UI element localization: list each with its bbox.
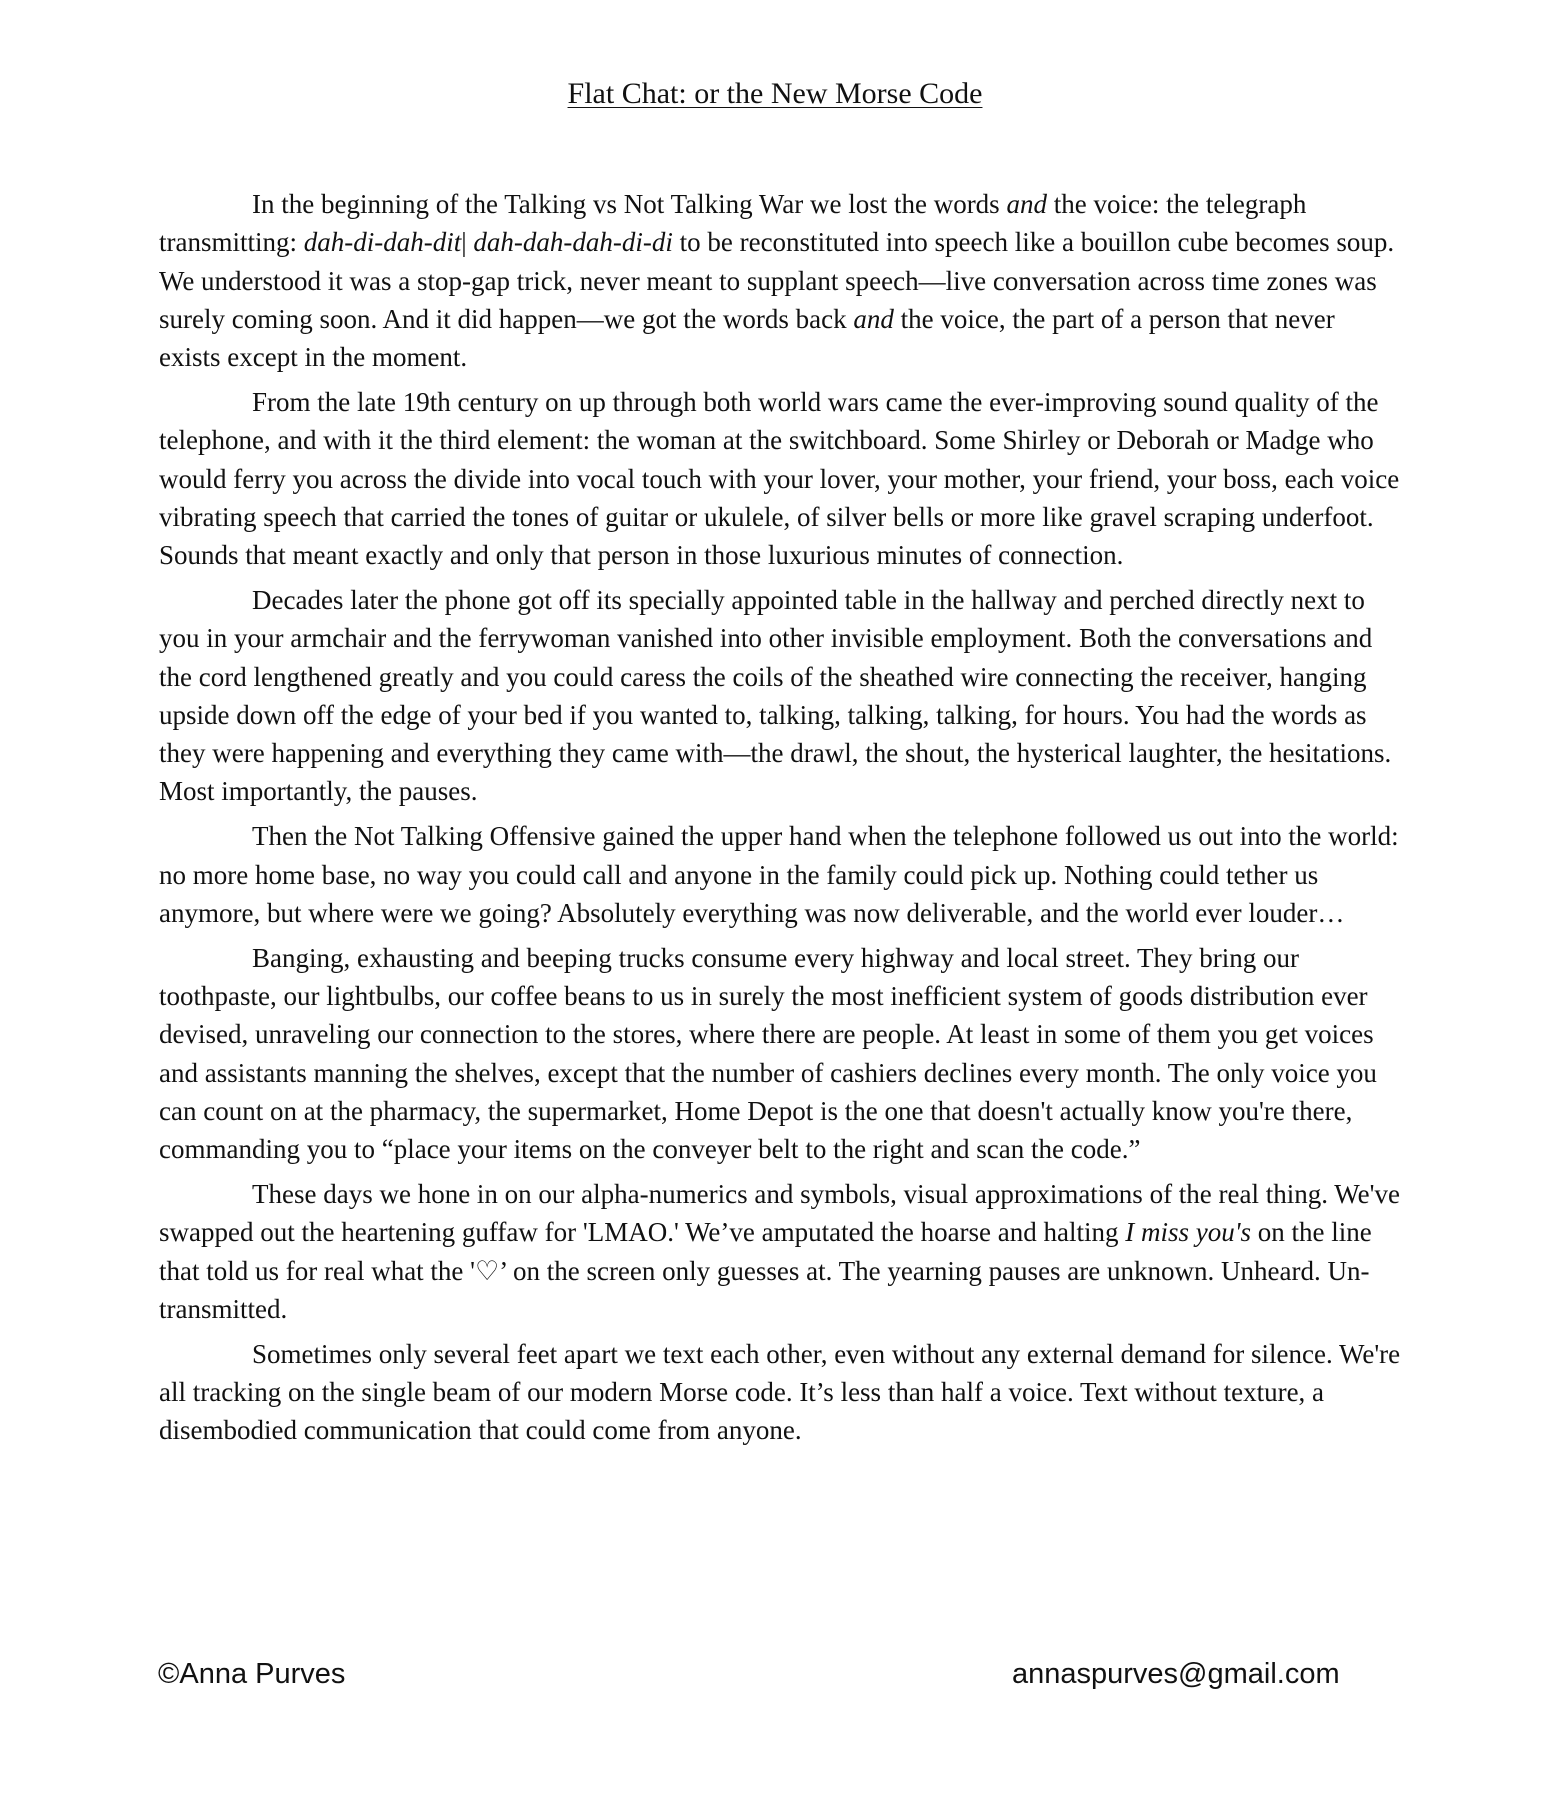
body-paragraph xyxy=(159,581,1401,811)
text-run: | xyxy=(461,227,467,258)
text-run: Banging, exhausting and beeping trucks consume every highway and local street. They bring our toothpaste, our lightbulbs, our coffee beans to us in surely the most inefficient system of goods distribution ever devised, unraveling our connection to the stores, where there are people. At least in some of them you get voices and assistants manning the shelves, except that the number of cashiers declines every month. The only voice you can count on at the pharmacy, the supermarket, Home Depot is the one that doesn't actually know you're there, commanding you to “place your items on the conveyer belt to the right and scan the code.” xyxy=(159,942,1377,1165)
copyright-author: ©Anna Purves xyxy=(158,1658,346,1690)
italic-text-run: and xyxy=(853,303,894,334)
italic-text-run: I miss you's xyxy=(1125,1217,1252,1248)
text-run: the voice: the telegraph transmitting: xyxy=(159,189,1307,258)
body-paragraph xyxy=(159,939,1401,1169)
document-title-text: Flat Chat: or the New Morse Code xyxy=(567,77,983,110)
body-paragraph xyxy=(159,817,1401,932)
text-run: In the beginning of the Talking vs Not Talking War we lost the words xyxy=(252,189,1007,219)
body-paragraph xyxy=(159,1335,1401,1450)
italic-text-run: dah-dah-dah-di-di xyxy=(466,227,673,258)
text-run: Then the Not Talking Offensive gained the upper hand when the telephone followed us out into the world: no more home base, no way you could call and anyone in the family could pick up. Nothing could tether us anymore, but where were we going? Absolutely everything was now deliverable, and the world ever louder… xyxy=(159,821,1399,928)
text-run: Decades later the phone got off its specially appointed table in the hallway and perched directly next to you in your armchair and the ferrywoman vanished into other invisible employment. Both the conversations and the cord lengthened greatly and you could caress the coils of the sheathed wire connecting the receiver, hanging upside down off the edge of your bed if you wanted to, talking, talking, talking, for hours. You had the words as they were happening and everything they came with—the drawl, the shout, the hysterical laughter, the hesitations. Most importantly, the pauses. xyxy=(159,584,1392,807)
text-run: to be reconstituted into speech like a bouillon cube becomes soup. We understood it was a stop-gap trick, never meant to supplant speech—live conversation across time zones was surely coming soon. And it did happen—we got the words back xyxy=(159,227,1395,334)
text-run: From the late 19th century on up through both world wars came the ever-improving sound quality of the telephone, and with it the third element: the woman at the switchboard. Some Shirley or Deborah or Madge who would ferry you across the divide into vocal touch with your lover, your mother, your friend, your boss, each voice vibrating speech that carried the tones of guitar or ukulele, of silver bells or more like gravel scraping underfoot. Sounds that meant exactly and only that person in those luxurious minutes of connection. xyxy=(159,386,1400,571)
italic-text-run: dah-di-dah-dit xyxy=(303,227,462,258)
italic-text-run: and xyxy=(1006,189,1047,219)
text-run: on the line that told us for real what the '♡’ on the screen only guesses at. The yearning pauses are unknown. Unheard. Un-transmitted. xyxy=(159,1217,1372,1324)
text-run: the voice, the part of a person that never exists except in the moment. xyxy=(159,303,1335,373)
body-paragraph xyxy=(159,383,1401,574)
author-email: annaspurves@gmail.com xyxy=(1012,1658,1340,1690)
document-body xyxy=(159,185,1401,1456)
text-run: Sometimes only several feet apart we text each other, even without any external demand for silence. We're all tracking on the single beam of our modern Morse code. It’s less than half a voice. Text without texture, a disembodied communication that could come from anyone. xyxy=(159,1338,1401,1446)
document-title xyxy=(0,76,1550,112)
body-paragraph xyxy=(159,1175,1401,1328)
body-paragraph xyxy=(159,185,1401,376)
text-run: These days we hone in on our alpha-numerics and symbols, visual approximations of the real thing. We've swapped out the heartening guffaw for 'LMAO.' We’ve amputated the hoarse and halting xyxy=(159,1178,1400,1248)
